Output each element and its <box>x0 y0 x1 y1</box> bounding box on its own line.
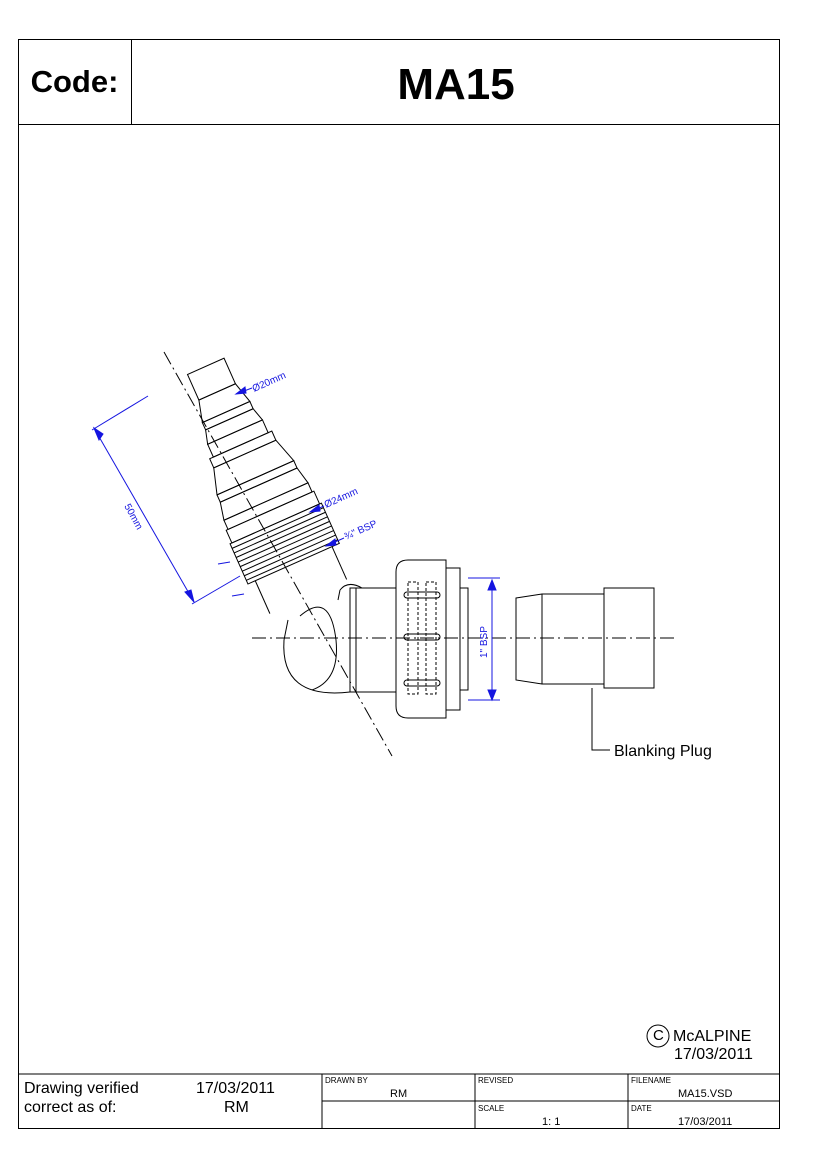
blanking-plug-label: Blanking Plug <box>614 743 712 760</box>
union-nut <box>396 560 446 718</box>
product-code: MA15 <box>132 39 780 125</box>
drawn-by-value: RM <box>390 1088 408 1100</box>
elbow-inner <box>340 584 362 590</box>
dim-d24: Ø24mm <box>322 486 360 511</box>
verified-date: 17/03/2011 <box>196 1080 275 1097</box>
verified-label-line2: correct as of: <box>24 1099 117 1116</box>
scale-label: SCALE <box>478 1104 505 1113</box>
verified-label-line1: Drawing verified <box>24 1080 139 1097</box>
revised-label: REVISED <box>478 1076 514 1085</box>
elbow-outer <box>284 640 350 693</box>
date-label: DATE <box>631 1104 652 1113</box>
copyright-symbol: C <box>653 1027 664 1044</box>
scale-value: 1: 1 <box>542 1116 561 1128</box>
dim-d20: Ø20mm <box>250 370 288 395</box>
verified-by: RM <box>224 1099 249 1116</box>
date-value: 17/03/2011 <box>678 1116 733 1128</box>
filename-value: MA15.VSD <box>678 1088 733 1100</box>
company-name: McALPINE <box>673 1028 752 1045</box>
filename-label: FILENAME <box>631 1076 672 1085</box>
dim-bsp1: 1" BSP <box>479 626 490 658</box>
dim-bsp34: ¾" BSP <box>342 518 379 543</box>
copyright-date: 17/03/2011 <box>674 1046 753 1063</box>
dim-len50: 50mm <box>121 502 145 532</box>
code-label: Code: <box>18 39 132 125</box>
drawn-by-label: DRAWN BY <box>325 1076 368 1085</box>
blanking-plug <box>516 594 604 684</box>
